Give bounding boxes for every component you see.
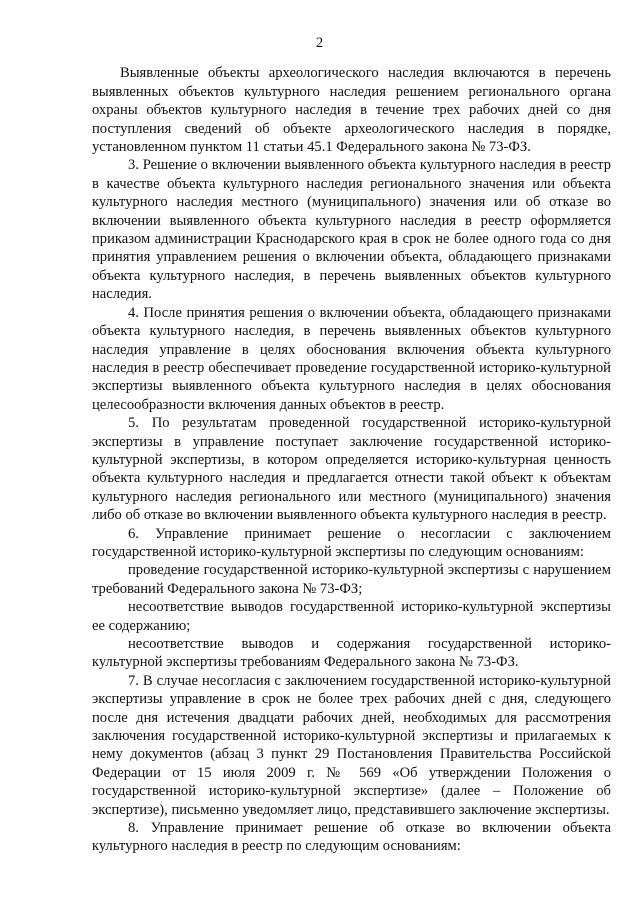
page-number: 2 xyxy=(315,35,324,51)
paragraph-4: 4. После принятия решения о включении объекта, обладающего признаками объекта культурного наследия, в перечень выявленных объектов культурного наследия управление в целях обоснования включения объекта культурного наследия в реестр обеспечивает проведение государственной историко-культурной экспертизы выявленного объекта культурного наследия в целях обоснования целесообразности включения данных объектов в реестр. xyxy=(92,304,611,413)
paragraph-8: 8. Управление принимает решение об отказе во включении объекта культурного наследия в реестр по следующим основаниям: xyxy=(92,820,611,855)
list-item-inconsistency-content: несоответствие выводов государственной историко-культурной экспертизы ее содержанию; xyxy=(92,599,611,634)
paragraph-archaeology: Выявленные объекты археологического наследия включаются в перечень выявленных объектов культурного наследия решением регионального органа охраны объектов культурного наследия в течение трех рабочих дней со дня поступления сведений об объекте археологического наследия в порядке, установленном пунктом 11 статьи 45.1 Федерального закона № 73-ФЗ. xyxy=(92,65,611,156)
paragraph-5: 5. По результатам проведенной государственной историко-культурной экспертизы в управление поступает заключение государственной историко-культурной экспертизы, в котором определяется историко-культурная ценность объекта культурного наследия и предлагается отнести такой объект к объектам культурного наследия регионального или местного (муниципального) значения либо об отказе во включении выявленного объекта культурного наследия в реестр. xyxy=(92,415,611,524)
paragraph-7: 7. В случае несогласия с заключением государственной историко-культурной экспертизы управление в срок не более трех рабочих дней с дня, следующего после дня истечения двадцати рабочих дней, необходимых для рассмотрения заключения государственной историко-культурной экспертизы и прилагаемых к нему документов (абзац 3 пункт 29 Постановления Правительства Российской Федерации от 15 июля 2009 г. № 569 «Об утверждении Положения о государственной историко-культурной экспертизе» (далее – Положение об экспертизе), письменно уведомляет лицо, представившего заключение экспертизы. xyxy=(92,672,611,818)
paragraph-6: 6. Управление принимает решение о несогласии с заключением государственной историко-культурной экспертизы по следующим основаниям: xyxy=(92,525,611,560)
list-item-violation: проведение государственной историко-культурной экспертизы с нарушением требований Федерального закона № 73-ФЗ; xyxy=(92,562,611,597)
paragraph-3: 3. Решение о включении выявленного объекта культурного наследия в реестр в качестве объекта культурного наследия регионального значения или объекта культурного наследия местного (муниципального) значения или об отказе во включении выявленного объекта культурного наследия в реестр оформляется приказом администрации Краснодарского края в срок не более одного года со дня принятия управлением решения о включении объекта, обладающего признаками объекта культурного наследия, в перечень выявленных объектов культурного наследия. xyxy=(92,157,611,303)
list-item-inconsistency-requirements: несоответствие выводов и содержания государственной историко-культурной экспертизы требованиям Федерального закона № 73-ФЗ. xyxy=(92,636,611,671)
